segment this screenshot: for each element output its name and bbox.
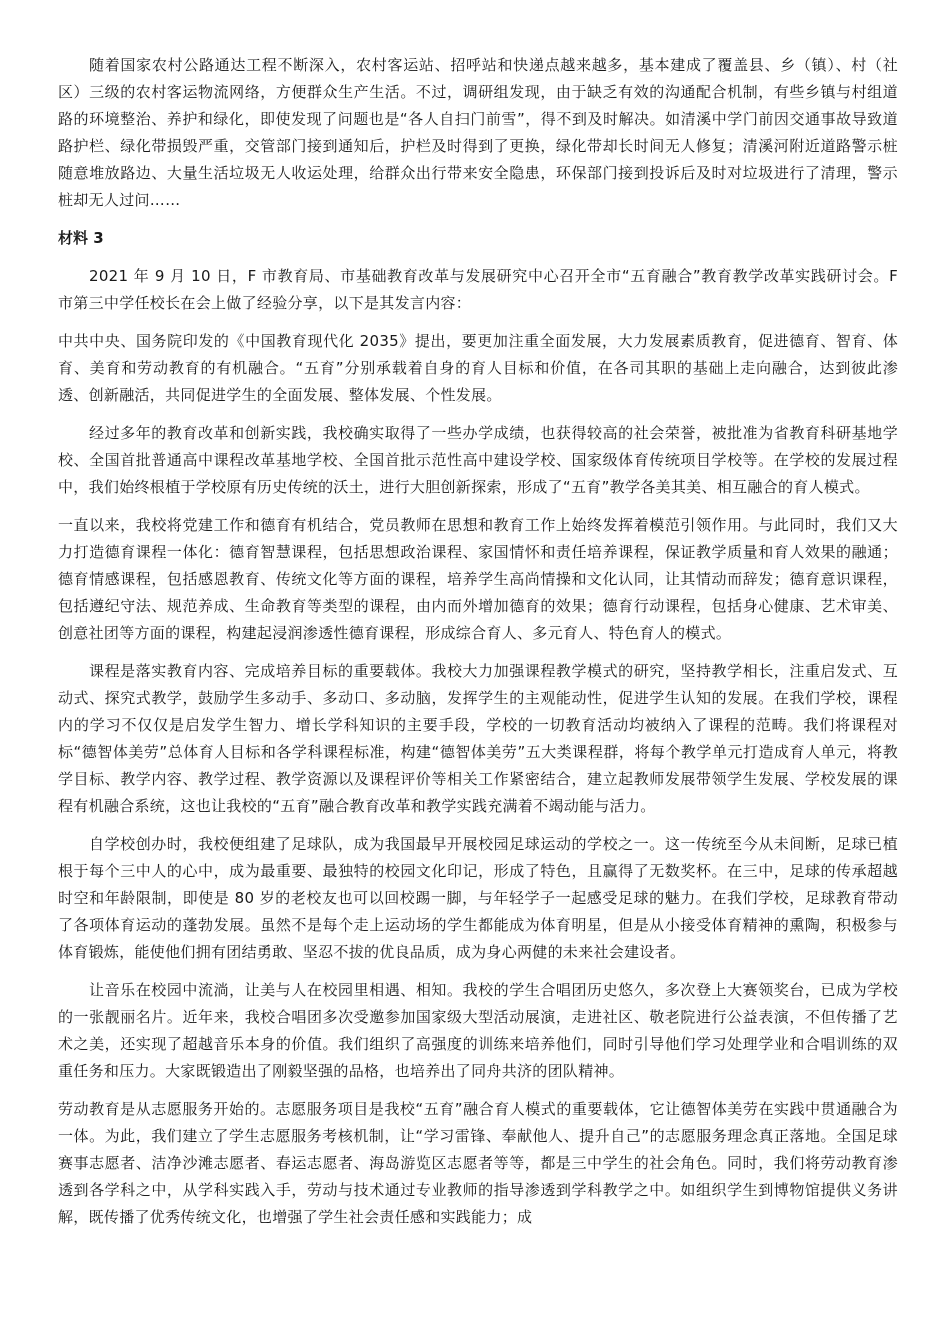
paragraph-school-achievements: 经过多年的教育改革和创新实践，我校确实取得了一些办学成绩，也获得较高的社会荣誉，被批准为省教育科研基地学校、全国首批普通高中课程改革基地学校、全国首批示范性高中建设学校、国家级体育传统项目学校等。在学校的发展过程中，我们始终根植于学校原有历史传统的沃土，进行大胆创新探索，形成了“五育”教学各美其美、相互融合的育人模式。 [58,424,898,496]
paragraph-choir: 让音乐在校园中流淌，让美与人在校园里相遇、相知。我校的学生合唱团历史悠久，多次登上大赛领奖台，已成为学校的一张靓丽名片。近年来，我校合唱团多次受邀参加国家级大型活动展演，走进社区、敬老院进行公益表演，不但传播了艺术之美，还实现了超越音乐本身的价值。我们组织了高强度的训练来培养他们，同时引导他们学习处理学业和合唱训练的双重任务和压力。大家既锻造出了刚毅坚强的品格，也培养出了同舟共济的团队精神。 [58,981,898,1080]
paragraph-seminar-intro: 2021 年 9 月 10 日，F 市教育局、市基础教育改革与发展研究中心召开全市“五育融合”教育教学改革实践研讨会。F 市第三中学任校长在会上做了经验分享，以下是其发言内容： [58,267,898,312]
paragraph-rural-transport: 随着国家农村公路通达工程不断深入，农村客运站、招呼站和快递点越来越多，基本建成了覆盖县、乡（镇）、村（社区）三级的农村客运物流网络，方便群众生产生活。不过，调研组发现，由于缺乏有效的沟通配合机制，有些乡镇与村组道路的环境整治、养护和绿化，即使发现了问题也是“各人自扫门前雪”，得不到及时解决。如清溪中学门前因交通事故导致道路护栏、绿化带损毁严重，交管部门接到通知后，护栏及时得到了更换，绿化带却长时间无人修复；清溪河附近道路警示桩随意堆放路边、大量生活垃圾无人收运处理，给群众出行带来安全隐患，环保部门接到投诉后及时对垃圾进行了清理，警示桩却无人过问…… [58,56,898,209]
paragraph-moral-education: 一直以来，我校将党建工作和德育有机结合，党员教师在思想和教育工作上始终发挥着模范引领作用。与此同时，我们又大力打造德育课程一体化：德育智慧课程，包括思想政治课程、家国情怀和责任培养课程，保证教学质量和育人效果的融通；德育情感课程，包括感恩教育、传统文化等方面的课程，培养学生高尚情操和文化认同，让其情动而辞发；德育意识课程，包括遵纪守法、规范养成、生命教育等类型的课程，由内而外增加德育的效果；德育行动课程，包括身心健康、艺术审美、创意社团等方面的课程，构建起浸润渗透性德育课程，形成综合育人、多元育人、特色育人的模式。 [58,516,898,642]
document-page [58,52,898,1242]
paragraph-curriculum: 课程是落实教育内容、完成培养目标的重要载体。我校大力加强课程教学模式的研究，坚持教学相长，注重启发式、互动式、探究式教学，鼓励学生多动手、多动口、多动脑，发挥学生的主观能动性，促进学生认知的发展。在我们学校，课程内的学习不仅仅是启发学生智力、增长学科知识的主要手段，学校的一切教育活动均被纳入了课程的范畴。我们将课程对标“德智体美劳”总体育人目标和各学科课程标准，构建“德智体美劳”五大类课程群，将每个教学单元打造成育人单元，将教学目标、教学内容、教学过程、教学资源以及课程评价等相关工作紧密结合，建立起教师发展带领学生发展、学校发展的课程有机融合系统，这也让我校的“五育”融合教育改革和教学实践充满着不竭动能与活力。 [58,662,898,815]
section-heading-material-3: 材料 3 [58,229,104,247]
paragraph-labor-education: 劳动教育是从志愿服务开始的。志愿服务项目是我校“五育”融合育人模式的重要载体，它让德智体美劳在实践中贯通融合为一体。为此，我们建立了学生志愿服务考核机制，让“学习雷锋、奉献他人、提升自己”的志愿服务理念真正落地。全国足球赛事志愿者、洁净沙滩志愿者、春运志愿者、海岛游览区志愿者等等，都是三中学生的社会角色。同时，我们将劳动教育渗透到各学科之中，从学科实践入手，劳动与技术通过专业教师的指导渗透到学科教学之中。如组织学生到博物馆提供义务讲解，既传播了优秀传统文化，也增强了学生社会责任感和实践能力；成 [58,1100,898,1226]
paragraph-football: 自学校创办时，我校便组建了足球队，成为我国最早开展校园足球运动的学校之一。这一传统至今从未间断，足球已植根于每个三中人的心中，成为最重要、最独特的校园文化印记，形成了特色，且赢得了无数奖杯。在三中，足球的传承超越时空和年龄限制，即使是 80 岁的老校友也可以回校踢一脚，与年轻学子一起感受足球的魅力。在我们学校，足球教育带动了各项体育运动的蓬勃发展。虽然不是每个走上运动场的学生都能成为体育明星，但是从小接受体育精神的熏陶，积极参与体育锻炼，能使他们拥有团结勇敢、坚忍不拔的优良品质，成为身心两健的未来社会建设者。 [58,835,898,961]
paragraph-education-2035: 中共中央、国务院印发的《中国教育现代化 2035》提出，要更加注重全面发展，大力发展素质教育，促进德育、智育、体育、美育和劳动教育的有机融合。“五育”分别承载着自身的育人目标和价值，在各司其职的基础上走向融合，达到彼此渗透、创新融活，共同促进学生的全面发展、整体发展、个性发展。 [58,332,898,404]
